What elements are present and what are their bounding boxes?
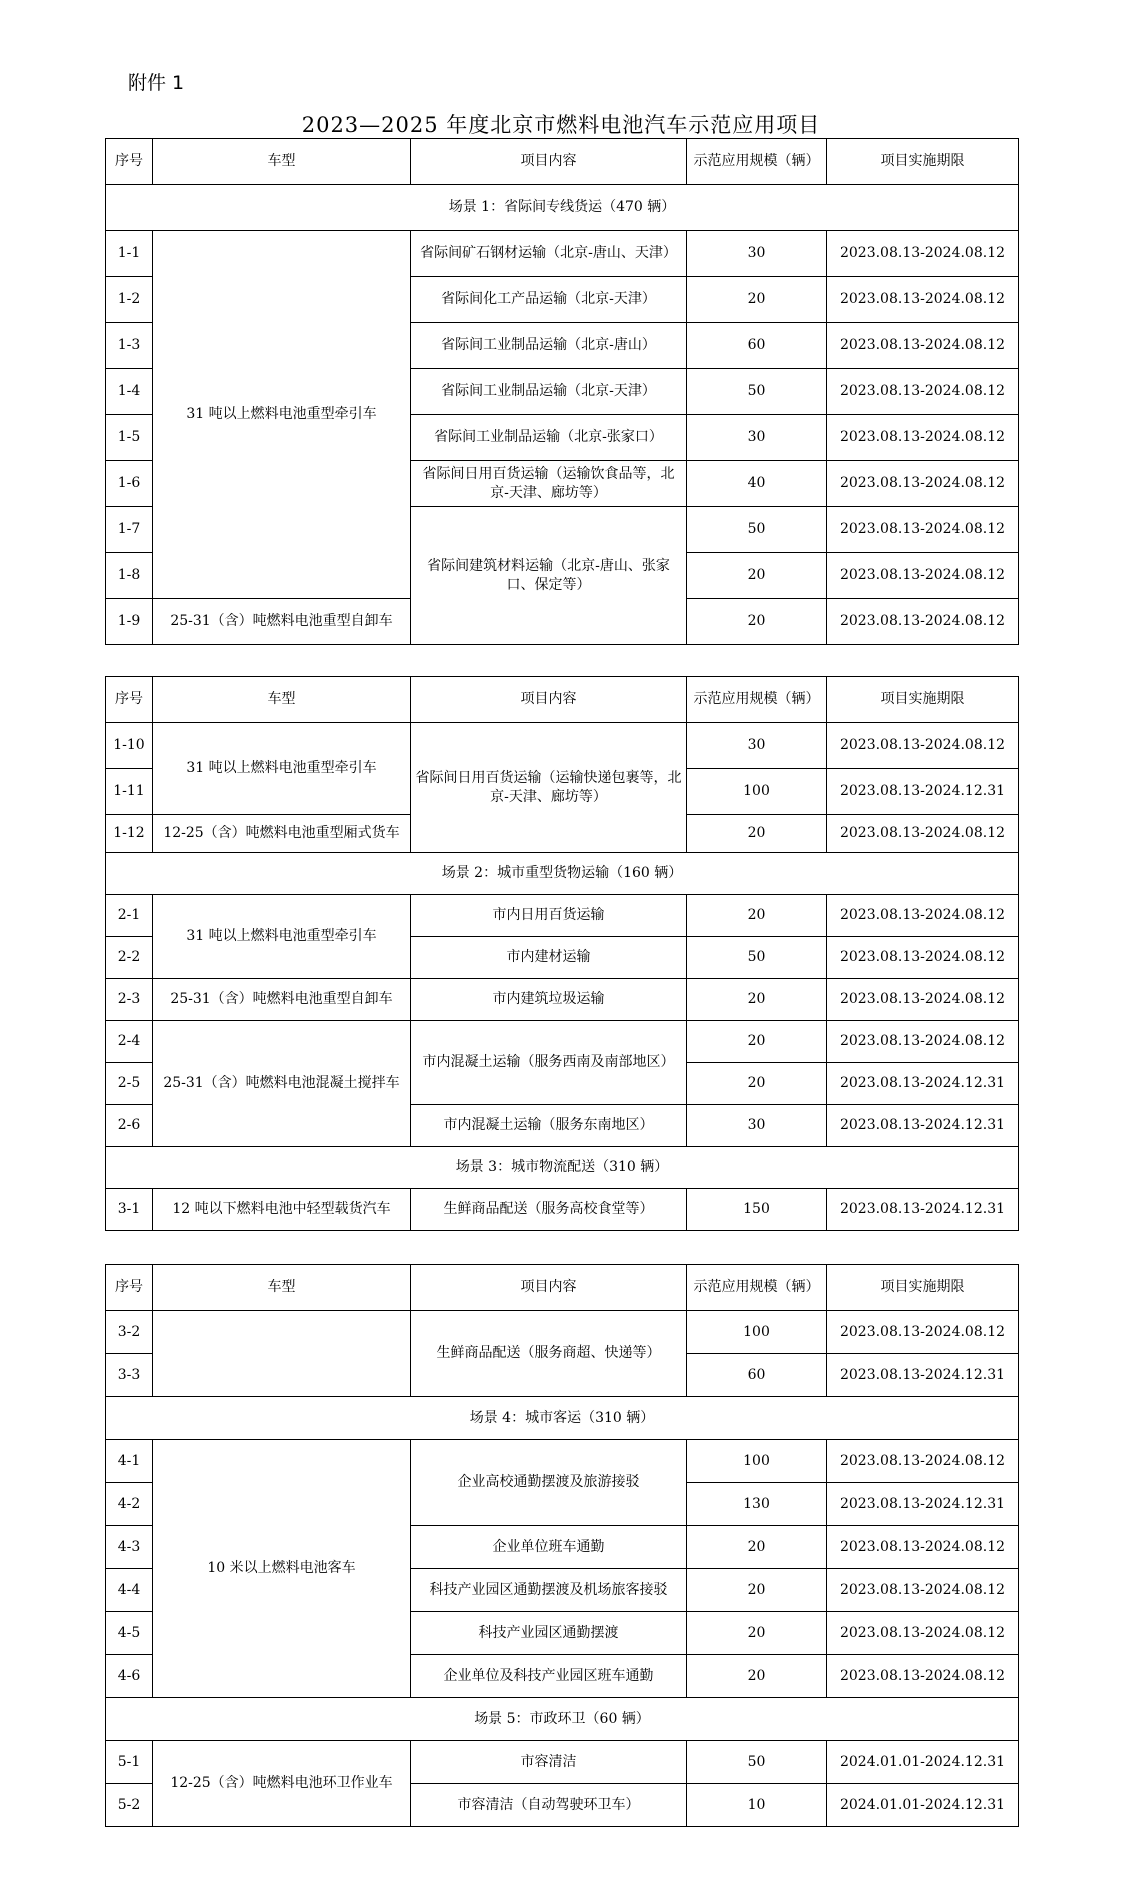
scene-3-title: 场景 3：城市物流配送（310 辆） — [106, 1147, 1019, 1189]
table-row — [106, 231, 1019, 277]
period-cell: 2023.08.13-2024.08.12 — [827, 815, 1019, 853]
table-row — [106, 1021, 1019, 1063]
period-cell: 2023.08.13-2024.08.12 — [827, 231, 1019, 277]
content-cell: 市内建筑垃圾运输 — [411, 979, 687, 1021]
seq-cell: 5-2 — [106, 1784, 153, 1827]
scale-cell: 20 — [687, 815, 827, 853]
content-cell: 市内混凝土运输（服务东南地区） — [411, 1105, 687, 1147]
project-table-part-1 — [105, 138, 1019, 645]
header-vehicle: 车型 — [153, 139, 411, 185]
content-cell: 省际间日用百货运输（运输快递包裹等，北京-天津、廊坊等） — [411, 723, 687, 853]
vehicle-cell: 25-31（含）吨燃料电池重型自卸车 — [153, 979, 411, 1021]
seq-cell: 2-4 — [106, 1021, 153, 1063]
vehicle-cell: 31 吨以上燃料电池重型牵引车 — [153, 895, 411, 979]
period-cell: 2023.08.13-2024.08.12 — [827, 1526, 1019, 1569]
period-cell: 2023.08.13-2024.08.12 — [827, 1655, 1019, 1698]
period-cell: 2023.08.13-2024.08.12 — [827, 937, 1019, 979]
period-cell: 2023.08.13-2024.12.31 — [827, 1483, 1019, 1526]
content-cell: 科技产业园区通勤摆渡 — [411, 1612, 687, 1655]
content-cell: 生鲜商品配送（服务高校食堂等） — [411, 1189, 687, 1231]
scale-cell: 20 — [687, 979, 827, 1021]
content-cell: 科技产业园区通勤摆渡及机场旅客接驳 — [411, 1569, 687, 1612]
table-row — [106, 1189, 1019, 1231]
scale-cell: 20 — [687, 1063, 827, 1105]
period-cell: 2023.08.13-2024.12.31 — [827, 1105, 1019, 1147]
period-cell: 2024.01.01-2024.12.31 — [827, 1784, 1019, 1827]
scale-cell: 50 — [687, 507, 827, 553]
scale-cell: 30 — [687, 723, 827, 769]
content-cell: 省际间工业制品运输（北京-张家口） — [411, 415, 687, 461]
seq-cell: 1-5 — [106, 415, 153, 461]
seq-cell: 1-7 — [106, 507, 153, 553]
content-cell: 省际间日用百货运输（运输饮食品等，北京-天津、廊坊等） — [411, 461, 687, 507]
seq-cell: 4-6 — [106, 1655, 153, 1698]
table-row — [106, 895, 1019, 937]
content-cell: 市内日用百货运输 — [411, 895, 687, 937]
seq-cell: 2-3 — [106, 979, 153, 1021]
period-cell: 2023.08.13-2024.08.12 — [827, 461, 1019, 507]
table-row — [106, 1440, 1019, 1483]
header-content: 项目内容 — [411, 139, 687, 185]
vehicle-cell: 25-31（含）吨燃料电池混凝土搅拌车 — [153, 1021, 411, 1147]
content-cell: 省际间建筑材料运输（北京-唐山、张家口、保定等） — [411, 507, 687, 645]
scale-cell: 100 — [687, 1440, 827, 1483]
seq-cell: 4-3 — [106, 1526, 153, 1569]
header-row — [106, 139, 1019, 185]
period-cell: 2023.08.13-2024.08.12 — [827, 723, 1019, 769]
vehicle-cell: 31 吨以上燃料电池重型牵引车 — [153, 723, 411, 815]
period-cell: 2023.08.13-2024.12.31 — [827, 1189, 1019, 1231]
seq-cell: 2-1 — [106, 895, 153, 937]
header-seq: 序号 — [106, 139, 153, 185]
period-cell: 2023.08.13-2024.12.31 — [827, 1063, 1019, 1105]
seq-cell: 5-1 — [106, 1741, 153, 1784]
scale-cell: 100 — [687, 1311, 827, 1354]
content-cell: 市容清洁（自动驾驶环卫车） — [411, 1784, 687, 1827]
period-cell: 2023.08.13-2024.08.12 — [827, 895, 1019, 937]
vehicle-cell: 25-31（含）吨燃料电池重型自卸车 — [153, 599, 411, 645]
vehicle-cell: 31 吨以上燃料电池重型牵引车 — [153, 231, 411, 599]
scale-cell: 10 — [687, 1784, 827, 1827]
scale-cell: 20 — [687, 1021, 827, 1063]
header-period: 项目实施期限 — [827, 139, 1019, 185]
seq-cell: 1-10 — [106, 723, 153, 769]
seq-cell: 1-3 — [106, 323, 153, 369]
scene-row — [106, 853, 1019, 895]
header-period: 项目实施期限 — [827, 1265, 1019, 1311]
project-table-part-3 — [105, 1264, 1019, 1827]
period-cell: 2023.08.13-2024.12.31 — [827, 769, 1019, 815]
scene-1-title: 场景 1：省际间专线货运（470 辆） — [106, 185, 1019, 231]
header-content: 项目内容 — [411, 1265, 687, 1311]
seq-cell: 1-8 — [106, 553, 153, 599]
scale-cell: 20 — [687, 599, 827, 645]
scene-row — [106, 1397, 1019, 1440]
project-table-part-2 — [105, 676, 1019, 1231]
content-cell: 省际间工业制品运输（北京-天津） — [411, 369, 687, 415]
scale-cell: 20 — [687, 1569, 827, 1612]
period-cell: 2023.08.13-2024.08.12 — [827, 507, 1019, 553]
seq-cell: 1-6 — [106, 461, 153, 507]
header-scale: 示范应用规模（辆） — [687, 1265, 827, 1311]
table-row — [106, 1741, 1019, 1784]
content-cell: 市内混凝土运输（服务西南及南部地区） — [411, 1021, 687, 1105]
vehicle-cell: 12-25（含）吨燃料电池重型厢式货车 — [153, 815, 411, 853]
seq-cell: 4-5 — [106, 1612, 153, 1655]
scale-cell: 50 — [687, 937, 827, 979]
scale-cell: 30 — [687, 415, 827, 461]
scale-cell: 130 — [687, 1483, 827, 1526]
scale-cell: 20 — [687, 553, 827, 599]
scale-cell: 30 — [687, 231, 827, 277]
header-scale: 示范应用规模（辆） — [687, 139, 827, 185]
content-cell: 省际间化工产品运输（北京-天津） — [411, 277, 687, 323]
content-cell: 市内建材运输 — [411, 937, 687, 979]
seq-cell: 2-6 — [106, 1105, 153, 1147]
seq-cell: 3-1 — [106, 1189, 153, 1231]
period-cell: 2023.08.13-2024.08.12 — [827, 553, 1019, 599]
vehicle-cell: 12 吨以下燃料电池中轻型载货汽车 — [153, 1189, 411, 1231]
content-cell: 省际间矿石钢材运输（北京-唐山、天津） — [411, 231, 687, 277]
scale-cell: 30 — [687, 1105, 827, 1147]
period-cell: 2023.08.13-2024.12.31 — [827, 1354, 1019, 1397]
scene-row — [106, 185, 1019, 231]
content-cell: 企业高校通勤摆渡及旅游接驳 — [411, 1440, 687, 1526]
scale-cell: 50 — [687, 369, 827, 415]
header-vehicle: 车型 — [153, 1265, 411, 1311]
scale-cell: 150 — [687, 1189, 827, 1231]
scale-cell: 20 — [687, 1612, 827, 1655]
seq-cell: 1-11 — [106, 769, 153, 815]
header-content: 项目内容 — [411, 677, 687, 723]
content-cell: 企业单位班车通勤 — [411, 1526, 687, 1569]
seq-cell: 1-2 — [106, 277, 153, 323]
scene-2-title: 场景 2：城市重型货物运输（160 辆） — [106, 853, 1019, 895]
seq-cell: 1-9 — [106, 599, 153, 645]
period-cell: 2023.08.13-2024.08.12 — [827, 1569, 1019, 1612]
period-cell: 2023.08.13-2024.08.12 — [827, 599, 1019, 645]
header-seq: 序号 — [106, 677, 153, 723]
scale-cell: 20 — [687, 1526, 827, 1569]
header-row — [106, 1265, 1019, 1311]
period-cell: 2023.08.13-2024.08.12 — [827, 979, 1019, 1021]
scale-cell: 60 — [687, 323, 827, 369]
header-seq: 序号 — [106, 1265, 153, 1311]
header-row — [106, 677, 1019, 723]
seq-cell: 2-5 — [106, 1063, 153, 1105]
document-title: 2023—2025 年度北京市燃料电池汽车示范应用项目 — [301, 113, 821, 137]
period-cell: 2023.08.13-2024.08.12 — [827, 323, 1019, 369]
period-cell: 2023.08.13-2024.08.12 — [827, 415, 1019, 461]
content-cell: 企业单位及科技产业园区班车通勤 — [411, 1655, 687, 1698]
header-vehicle: 车型 — [153, 677, 411, 723]
seq-cell: 1-1 — [106, 231, 153, 277]
content-cell: 市容清洁 — [411, 1741, 687, 1784]
scene-4-title: 场景 4：城市客运（310 辆） — [106, 1397, 1019, 1440]
seq-cell: 1-12 — [106, 815, 153, 853]
header-period: 项目实施期限 — [827, 677, 1019, 723]
content-cell: 生鲜商品配送（服务商超、快递等） — [411, 1311, 687, 1397]
period-cell: 2023.08.13-2024.08.12 — [827, 1440, 1019, 1483]
scale-cell: 60 — [687, 1354, 827, 1397]
period-cell: 2023.08.13-2024.08.12 — [827, 1311, 1019, 1354]
scale-cell: 40 — [687, 461, 827, 507]
scene-row — [106, 1698, 1019, 1741]
vehicle-cell-empty — [153, 1311, 411, 1397]
vehicle-cell: 12-25（含）吨燃料电池环卫作业车 — [153, 1741, 411, 1827]
seq-cell: 4-4 — [106, 1569, 153, 1612]
period-cell: 2024.01.01-2024.12.31 — [827, 1741, 1019, 1784]
content-cell: 省际间工业制品运输（北京-唐山） — [411, 323, 687, 369]
scale-cell: 20 — [687, 1655, 827, 1698]
seq-cell: 2-2 — [106, 937, 153, 979]
header-scale: 示范应用规模（辆） — [687, 677, 827, 723]
scale-cell: 20 — [687, 895, 827, 937]
table-row — [106, 1311, 1019, 1354]
scale-cell: 20 — [687, 277, 827, 323]
scale-cell: 50 — [687, 1741, 827, 1784]
table-row — [106, 723, 1019, 769]
period-cell: 2023.08.13-2024.08.12 — [827, 369, 1019, 415]
table-row — [106, 979, 1019, 1021]
vehicle-cell: 10 米以上燃料电池客车 — [153, 1440, 411, 1698]
period-cell: 2023.08.13-2024.08.12 — [827, 1021, 1019, 1063]
scene-row — [106, 1147, 1019, 1189]
seq-cell: 1-4 — [106, 369, 153, 415]
period-cell: 2023.08.13-2024.08.12 — [827, 277, 1019, 323]
scale-cell: 100 — [687, 769, 827, 815]
period-cell: 2023.08.13-2024.08.12 — [827, 1612, 1019, 1655]
seq-cell: 3-3 — [106, 1354, 153, 1397]
seq-cell: 3-2 — [106, 1311, 153, 1354]
attachment-label: 附件 1 — [128, 72, 185, 94]
seq-cell: 4-2 — [106, 1483, 153, 1526]
scene-5-title: 场景 5：市政环卫（60 辆） — [106, 1698, 1019, 1741]
seq-cell: 4-1 — [106, 1440, 153, 1483]
